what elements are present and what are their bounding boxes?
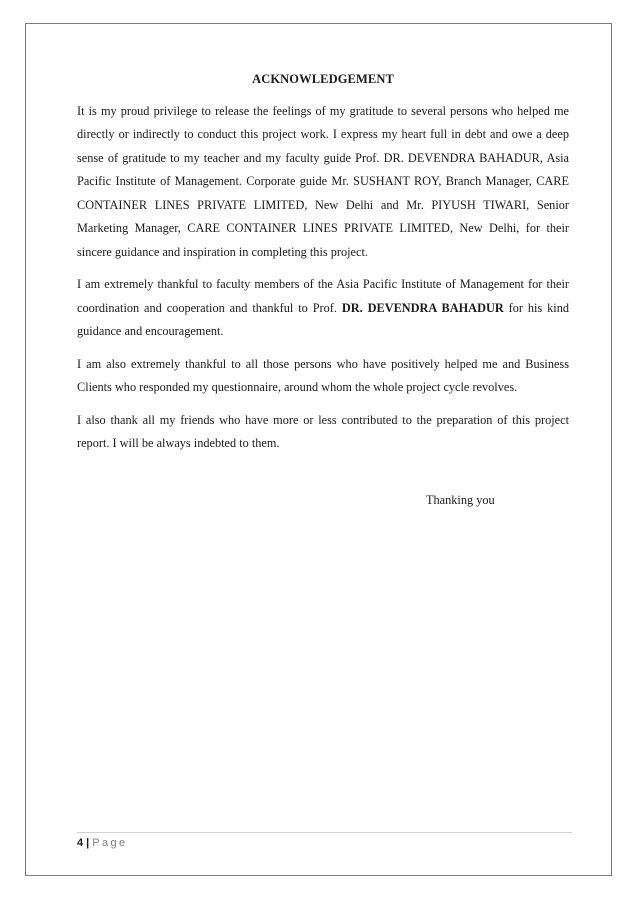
paragraph-clients: I am also extremely thankful to all those persons who have positively helped me and Business Clients who responded my questionnaire, around whom the whole project cycle revolves.: [77, 356, 569, 394]
footer-separator: |: [86, 837, 90, 849]
paragraph-gratitude: It is my proud privilege to release the feelings of my gratitude to several persons who helped me directly or indirectly to conduct this project work. I express my heart full in debt and owe a deep sense of gratitude to my teacher and my faculty guide Prof. DR. DEVENDRA BAHADUR, Asia Pacific Institute of Management. Corporate guide Mr. SUSHANT ROY, Branch Manager, CARE CONTAINER LINES PRIVATE LIMITED, New Delhi and Mr. PIYUSH TIWARI, Senior Marketing Manager, CARE CONTAINER LINES PRIVATE LIMITED, New Delhi, for their sincere guidance and inspiration in completing this project.: [77, 103, 569, 259]
page-footer: [77, 835, 128, 851]
closing-text: Thanking you: [426, 493, 495, 507]
page-label: Page: [92, 837, 128, 849]
paragraph-faculty: [77, 273, 569, 344]
paragraph-faculty-text-start: I am extremely thankful to faculty members of the Asia Pacific Institute of Management for their coordination and cooperation and thankful to Prof.: [77, 277, 569, 315]
document-title: ACKNOWLEDGEMENT: [252, 72, 394, 86]
paragraph-friends: I also thank all my friends who have more or less contributed to the preparation of this project report. I will be always indebted to them.: [77, 412, 569, 450]
guide-name-bold: DR. DEVENDRA BAHADUR: [341, 300, 504, 315]
footer-divider: [77, 832, 572, 833]
document-body: [77, 68, 569, 465]
paragraph-faculty-text-end: for his kind guidance and encouragement.: [77, 300, 569, 338]
page-number: 4: [77, 837, 84, 849]
